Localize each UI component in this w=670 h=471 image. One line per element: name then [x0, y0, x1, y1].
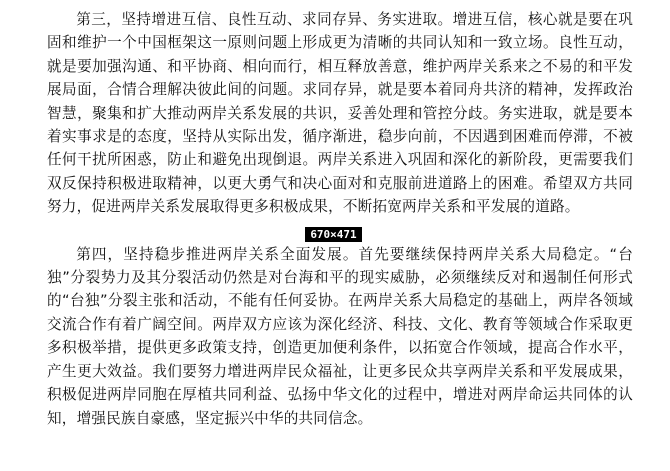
article-body [47, 0, 633, 430]
paragraph-point-three: 第三，坚持增进互信、良性互动、求同存异、务实进取。增进互信，核心就是要在巩固和维护一个中国框架这一原则问题上形成更为清晰的共同认知和一致立场。良性互动，就是要加强沟通、和平协商、相向而行，相互释放善意，维护两岸关系来之不易的和平发展局面，合情合理解决彼此间的问题。求同存异，就是要本着同舟共济的精神，发挥政治智慧，聚集和扩大推动两岸关系发展的共识，妥善处理和管控分歧。务实进取，就是要本着实事求是的态度，坚持从实际出发，循序渐进，稳步向前，不因遇到困难而停滞，不被任何干扰所困惑，防止和避免出现倒退。两岸关系进入巩固和深化的新阶段，更需要我们双反保持积极进取精神，以更大勇气和决心面对和克服前进道路上的困难。希望双方共同努力，促进两岸关系发展取得更多积极成果，不断拓宽两岸关系和平发展的道路。 [47, 11, 633, 216]
paragraph-point-four: 第四，坚持稳步推进两岸关系全面发展。首先要继续保持两岸关系大局稳定。“台独”分裂势力及其分裂活动仍然是对台海和平的现实威胁，必须继续反对和遏制任何形式的“台独”分裂主张和活动，不能有任何妥协。在两岸关系大局稳定的基础上，两岸各领域交流合作有着广阔空间。两岸双方应该为深化经济、科技、文化、教育等领域合作采取更多积极举措，提供更多政策支持，创造更加便利条件，以拓宽合作领域，提高合作水平，产生更大效益。我们要努力增进两岸民众福祉，让更多民众共享两岸关系和平发展成果，积极促进两岸同胞在厚植共同利益、弘扬中华文化的过程中，增进对两岸命运共同体的认知，增强民族自豪感，坚定振兴中华的共同信念。 [47, 245, 633, 427]
image-size-badge: 670×471 [305, 227, 362, 242]
